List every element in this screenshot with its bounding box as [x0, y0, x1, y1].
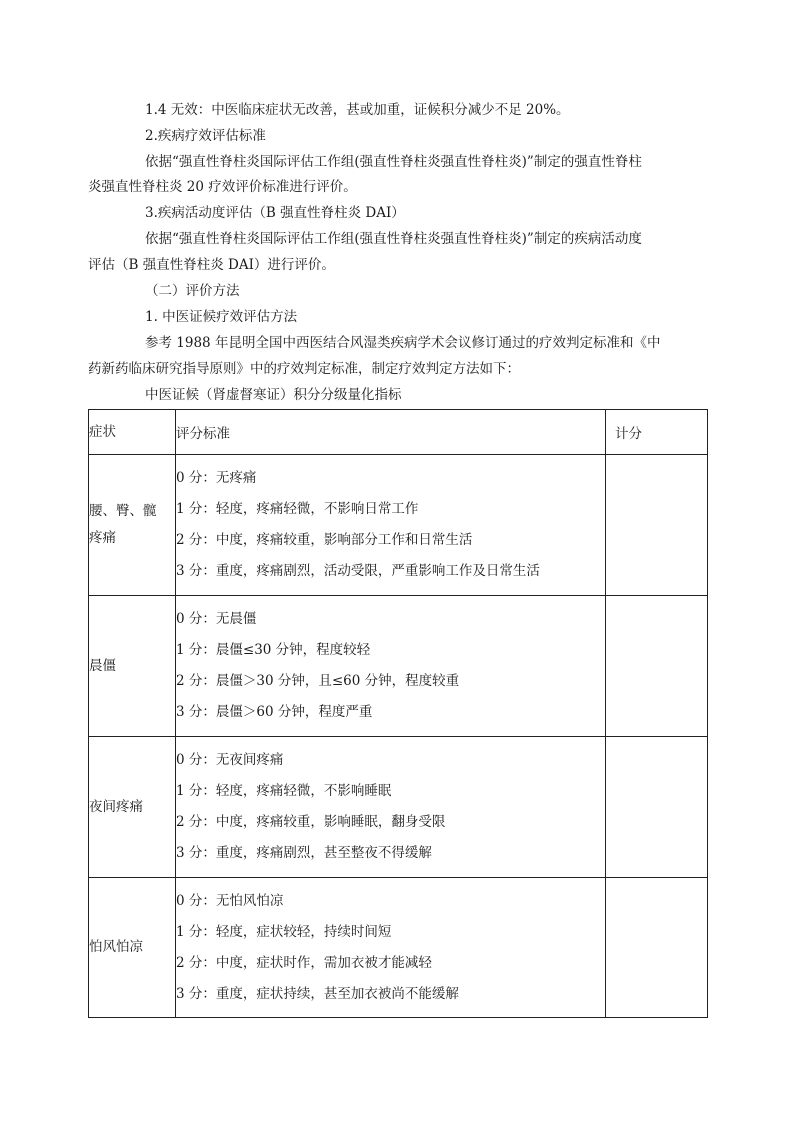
criteria-option: 3 分：重度，疼痛剧烈，甚至整夜不得缓解: [176, 845, 432, 861]
criteria-option: 2 分：中度，症状时作，需加衣被才能减轻: [176, 954, 432, 971]
criteria-option: 3 分：重度，疼痛剧烈，活动受限，严重影响工作及日常生活: [176, 563, 540, 579]
heading-disease-efficacy: 2.疾病疗效评估标准: [145, 128, 266, 144]
syndrome-score-table: [88, 409, 708, 1018]
symptom-text: 夜间疼痛: [89, 798, 143, 815]
criteria-cell: [176, 878, 606, 1018]
criteria-option: 1 分：晨僵≤30 分钟，程度较轻: [176, 642, 371, 658]
criteria-option: 0 分：无晨僵: [176, 611, 257, 627]
criteria-option: 0 分：无怕风怕凉: [176, 892, 284, 909]
paragraph-asas-line1: 依据“强直性脊柱炎国际评估工作组(强直性脊柱炎强直性脊柱炎)”制定的强直性脊柱: [145, 154, 642, 170]
paragraph-basdai-line1: 依据“强直性脊柱炎国际评估工作组(强直性脊柱炎强直性脊柱炎)”制定的疾病活动度: [145, 231, 642, 247]
score-cell[interactable]: [606, 455, 708, 596]
table-row: [89, 596, 708, 737]
header-score: 计分: [606, 410, 708, 455]
criteria-cell: [176, 737, 606, 878]
criteria-option: 0 分：无疼痛: [176, 470, 257, 486]
criteria-cell: [176, 455, 606, 596]
criteria-option: 2 分：中度，疼痛较重，影响部分工作和日常生活: [176, 532, 473, 548]
table-row: [89, 878, 708, 1018]
criteria-cell: [176, 596, 606, 737]
symptom-text: 腰、臀、髋: [89, 503, 157, 519]
heading-tcm-syndrome-method: 1. 中医证候疗效评估方法: [145, 309, 298, 325]
heading-disease-activity: 3.疾病活动度评估（B 强直性脊柱炎 DAI）: [145, 205, 405, 221]
criteria-option: 3 分：晨僵＞60 分钟，程度严重: [176, 704, 373, 720]
table-row: [89, 455, 708, 596]
criteria-option: 1 分：轻度，症状较轻，持续时间短: [176, 923, 392, 940]
paragraph-reference-line1: 参考 1988 年昆明全国中西医结合风湿类疾病学术会议修订通过的疗效判定标准和《中: [145, 335, 661, 351]
symptom-cell: [89, 596, 176, 737]
symptom-text: 晨僵: [89, 657, 116, 674]
criteria-option: 3 分：重度，症状持续，甚至加衣被尚不能缓解: [176, 985, 459, 1002]
score-cell[interactable]: [606, 737, 708, 878]
symptom-text: 怕风怕凉: [89, 939, 143, 955]
paragraph-invalid: 1.4 无效：中医临床症状无改善，甚或加重，证候积分减少不足 20%。: [145, 102, 570, 118]
paragraph-basdai-line2: 评估（B 强直性脊柱炎 DAI）进行评价。: [88, 257, 335, 273]
symptom-cell: [89, 737, 176, 878]
symptom-cell: [89, 878, 176, 1018]
heading-evaluation-methods: （二）评价方法: [145, 283, 240, 299]
table-caption: 中医证候（肾虚督寒证）积分分级量化指标: [145, 387, 402, 403]
header-criteria: 评分标准: [176, 410, 606, 455]
paragraph-reference-line2: 药新药临床研究指导原则》中的疗效判定标准，制定疗效判定方法如下：: [88, 361, 520, 377]
table-header-row: [89, 410, 708, 455]
symptom-cell: [89, 455, 176, 596]
symptom-text: 疼痛: [89, 530, 116, 546]
header-symptom: 症状: [89, 410, 176, 455]
score-cell[interactable]: [606, 878, 708, 1018]
criteria-option: 1 分：轻度，疼痛轻微，不影响睡眠: [176, 783, 392, 799]
table-row: [89, 737, 708, 878]
score-cell[interactable]: [606, 596, 708, 737]
criteria-option: 0 分：无夜间疼痛: [176, 752, 284, 768]
criteria-option: 1 分：轻度，疼痛轻微，不影响日常工作: [176, 501, 419, 517]
criteria-option: 2 分：中度，疼痛较重，影响睡眠，翻身受限: [176, 814, 446, 830]
paragraph-asas-line2: 炎强直性脊柱炎 20 疗效评价标准进行评价。: [88, 179, 357, 195]
criteria-option: 2 分：晨僵＞30 分钟，且≤60 分钟，程度较重: [176, 673, 460, 689]
